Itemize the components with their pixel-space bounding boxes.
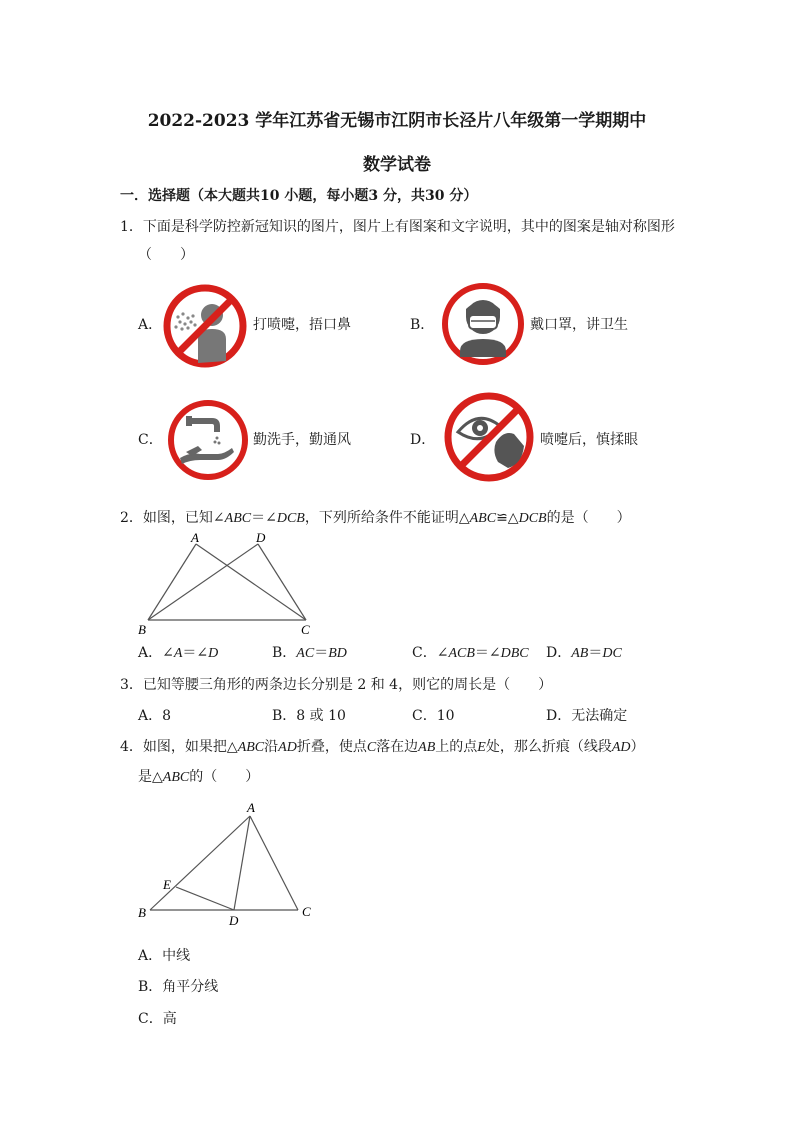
mask-icon [440, 281, 526, 367]
q4-s3: 沿 [264, 739, 279, 755]
q2-option-a-v2: D [208, 646, 219, 661]
q3-option-c [412, 706, 455, 726]
q4-segment-ed [176, 887, 234, 910]
q3-stem-text: 已知等腰三角形的两条边长分别是 2 和 4，则它的周长是（ ） [142, 677, 553, 693]
q4-option-b-letter: B． [138, 979, 163, 995]
q4-s11: 处，那么折痕（线段 [485, 739, 612, 755]
q1-stem-line2: （ ） [138, 247, 194, 263]
q2-segment-dc [258, 544, 306, 620]
q2-segment-bd [148, 544, 258, 620]
hand-wash-icon [166, 398, 250, 482]
q2-segment-ac [196, 544, 306, 620]
q2-label-d: D [256, 530, 266, 545]
q4-number: 4． [120, 739, 143, 755]
q2-stem-cong: ≌△ [496, 510, 519, 526]
q2-option-a-pre: ∠ [162, 645, 174, 661]
q4-option-a-letter: A． [138, 948, 163, 964]
q2-option-b-letter: B． [272, 645, 297, 661]
q3-option-d-letter: D． [546, 708, 572, 724]
q3-option-b-letter: B． [272, 708, 297, 724]
q3-stem [120, 675, 552, 695]
q2-stem-pre: 如图，已知∠ [142, 510, 225, 526]
q4-s6: C [366, 740, 377, 755]
page-title-line1: 2022-2023 学年江苏省无锡市江阴市长泾片八年级第一学期期中 [147, 111, 647, 131]
q1-option-c-caption: 勤洗手，勤通风 [253, 432, 351, 448]
q4-option-b [138, 977, 218, 997]
page-title-line2: 数学试卷 [363, 155, 431, 175]
q4-segment-ac [250, 816, 298, 910]
q4-l2b: ABC [162, 770, 190, 785]
q2-stem-post: 的是（ ） [546, 510, 631, 526]
q4-label-a: A [247, 800, 255, 815]
q1-stem-line1: 下面是科学防控新冠知识的图片，图片上有图案和文字说明，其中的图案是轴对称图形 [142, 219, 675, 235]
q1-number: 1． [120, 219, 143, 235]
q2-option-b-v1: AC [296, 646, 315, 661]
q2-option-b [272, 643, 347, 664]
q4-s4: AD [278, 740, 297, 755]
q4-label-c: C [302, 904, 311, 919]
q1-option-b-letter: B． [410, 317, 435, 333]
q3-option-b-text: 8 或 10 [296, 708, 346, 724]
q3-option-a-letter: A． [138, 708, 163, 724]
q1-option-a-caption: 打喷嚏，捂口鼻 [253, 317, 351, 333]
q3-option-d [546, 706, 627, 726]
q2-stem-dcb: DCB [276, 511, 305, 526]
q3-option-a [138, 706, 171, 726]
q4-s2: ABC [237, 740, 265, 755]
q2-option-d-v2: DC [602, 646, 622, 661]
q4-s9: 上的点 [435, 739, 478, 755]
q4-option-a [138, 946, 190, 966]
q2-option-a-mid: ＝∠ [182, 645, 209, 661]
q3-number: 3． [120, 677, 143, 693]
q2-option-c-v1: ACB [448, 646, 475, 661]
q2-stem-abc: ABC [224, 511, 252, 526]
q2-option-d [546, 643, 622, 664]
q4-s10: E [477, 740, 486, 755]
q4-stem-line1 [120, 737, 645, 758]
q2-number: 2． [120, 510, 143, 526]
q2-stem-eq: ＝∠ [251, 510, 277, 526]
q4-stem-line2 [138, 767, 259, 788]
q2-stem-abc2: ABC [469, 511, 497, 526]
q2-option-a [138, 643, 218, 664]
no-eye-rub-icon [442, 390, 536, 484]
q3-option-d-text: 无法确定 [571, 708, 628, 724]
q2-option-a-v1: A [173, 646, 183, 661]
q4-option-c-letter: C． [138, 1011, 163, 1027]
q4-segment-ad [234, 816, 250, 910]
q2-option-b-v2: BD [328, 646, 347, 661]
q1-stem [120, 217, 675, 237]
q2-option-c [412, 643, 529, 664]
q4-s13: ） [630, 739, 645, 755]
q4-s5: 折叠，使点 [296, 739, 367, 755]
no-sneeze-icon [162, 283, 248, 369]
q2-option-c-letter: C． [412, 645, 437, 661]
q2-option-d-letter: D． [546, 645, 572, 661]
q4-s12: AD [611, 740, 631, 755]
q2-option-b-mid: ＝ [314, 645, 329, 661]
q3-option-c-letter: C． [412, 708, 437, 724]
q3-option-c-text: 10 [436, 708, 455, 724]
q2-stem [120, 508, 631, 529]
q2-option-d-v1: AB [571, 646, 589, 661]
q3-option-a-text: 8 [162, 708, 172, 724]
q4-option-c [138, 1009, 177, 1029]
q2-option-c-mid: ＝∠ [474, 645, 501, 661]
q1-option-d-caption: 喷嚏后，慎揉眼 [540, 432, 638, 448]
q4-label-d: D [229, 913, 239, 928]
q2-option-a-letter: A． [138, 645, 163, 661]
section-heading: 一．选择题（本大题共10 小题，每小题3 分，共30 分） [120, 188, 478, 204]
q2-segment-ab [148, 544, 196, 620]
q2-option-d-mid: ＝ [588, 645, 603, 661]
q2-label-b: B [138, 622, 146, 637]
q2-label-a: A [191, 530, 199, 545]
q4-label-e: E [163, 877, 171, 892]
q4-l2a: 是△ [138, 769, 163, 785]
q4-figure [130, 796, 330, 930]
q1-option-d-letter: D． [410, 432, 436, 448]
q4-s1: 如图，如果把△ [142, 739, 238, 755]
q4-l2c: 的（ ） [189, 769, 260, 785]
q4-label-b: B [138, 905, 146, 920]
q2-label-c: C [301, 622, 310, 637]
q3-option-b [272, 706, 346, 726]
q4-s7: 落在边 [376, 739, 419, 755]
q4-option-c-text: 高 [162, 1011, 177, 1027]
q4-option-b-text: 角平分线 [162, 979, 219, 995]
q1-option-b-caption: 戴口罩，讲卫生 [530, 317, 628, 333]
q4-s8: AB [418, 740, 436, 755]
q4-option-a-text: 中线 [162, 948, 191, 964]
q2-figure [130, 528, 330, 642]
q2-stem-dcb2: DCB [518, 511, 547, 526]
q1-option-c-letter: C． [138, 432, 163, 448]
q1-option-a-letter: A． [138, 317, 163, 333]
q2-stem-mid: ，下列所给条件不能证明△ [304, 510, 470, 526]
q2-option-c-pre: ∠ [436, 645, 449, 661]
q2-option-c-v2: DBC [500, 646, 529, 661]
